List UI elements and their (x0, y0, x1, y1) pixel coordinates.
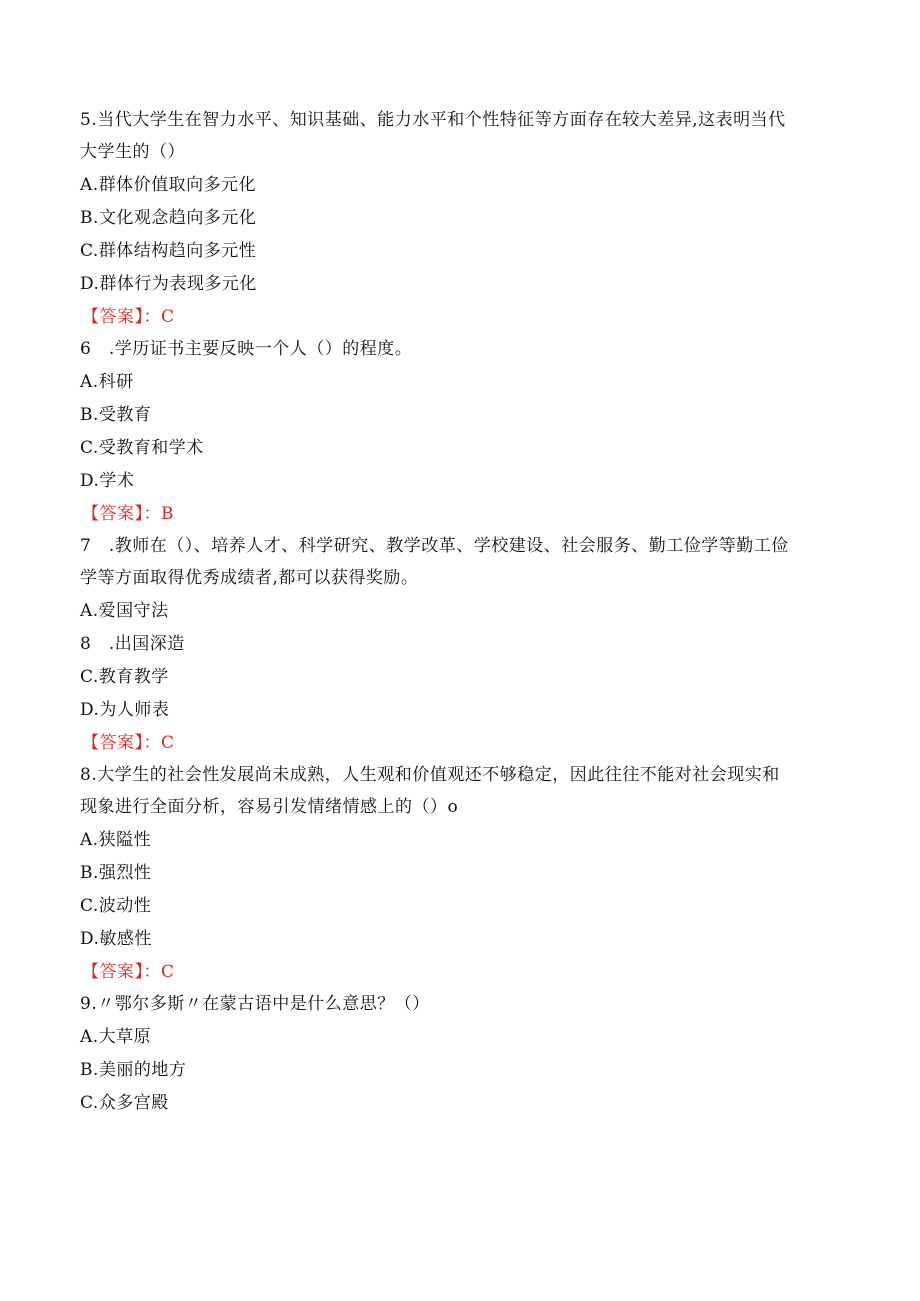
option-b: B.文化观念趋向多元化 (80, 208, 257, 228)
option-c: C.受教育和学术 (80, 438, 204, 458)
question-6 (80, 335, 840, 528)
option-a: A.大草原 (80, 1027, 152, 1047)
option-a: A.狭隘性 (80, 830, 152, 850)
option-c: C.众多宫殿 (80, 1093, 169, 1113)
option-c: C.群体结构趋向多元性 (80, 241, 257, 261)
question-stem: 7 .教师在（）、培养人才、科学研究、教学改革、学校建设、社会服务、勤工俭学等勤工俭 (80, 536, 789, 556)
question-stem: 现象进行全面分析，容易引发情绪情感上的（）o (80, 797, 459, 817)
answer-label: 【答案】： (82, 733, 161, 753)
question-stem: 8.大学生的社会性发展尚未成熟，人生观和价值观还不够稳定，因此往往不能对社会现实和 (80, 765, 780, 785)
option-a: A.爱国守法 (80, 601, 169, 621)
option-b: B.美丽的地方 (80, 1060, 187, 1080)
answer-value: C (161, 733, 175, 753)
question-stem: 学等方面取得优秀成绩者,都可以获得奖励。 (80, 568, 419, 588)
answer-line (80, 303, 840, 331)
answer-value: B (161, 504, 174, 524)
answer-label: 【答案】： (82, 307, 161, 327)
option-a: A.群体价值取向多元化 (80, 175, 257, 195)
option-d: D.为人师表 (80, 700, 170, 720)
question-stem: 6 .学历证书主要反映一个人（）的程度。 (80, 339, 413, 359)
answer-line (80, 958, 840, 986)
option-b: B.强烈性 (80, 863, 152, 883)
option-b: B.受教育 (80, 405, 152, 425)
answer-line (80, 729, 840, 757)
option-c: C.教育教学 (80, 667, 169, 687)
question-stem: 9.〃鄂尔多斯〃在蒙古语中是什么意思？（） (80, 994, 430, 1014)
question-9 (80, 990, 840, 1117)
option-b: 8 .出国深造 (80, 634, 185, 654)
question-7 (80, 532, 840, 757)
document-page (80, 104, 840, 1117)
question-5 (80, 106, 840, 331)
answer-value: C (161, 962, 175, 982)
answer-line (80, 500, 840, 528)
option-d: D.群体行为表现多元化 (80, 274, 257, 294)
answer-label: 【答案】： (82, 962, 161, 982)
option-c: C.波动性 (80, 896, 152, 916)
option-d: D.学术 (80, 471, 135, 491)
answer-value: C (161, 307, 175, 327)
question-8 (80, 761, 840, 986)
question-stem: 5.当代大学生在智力水平、知识基础、能力水平和个性特征等方面存在较大差异,这表明当代 (80, 110, 786, 130)
question-stem: 大学生的（） (80, 142, 185, 162)
option-d: D.敏感性 (80, 929, 152, 949)
option-a: A.科研 (80, 372, 134, 392)
answer-label: 【答案】： (82, 504, 161, 524)
